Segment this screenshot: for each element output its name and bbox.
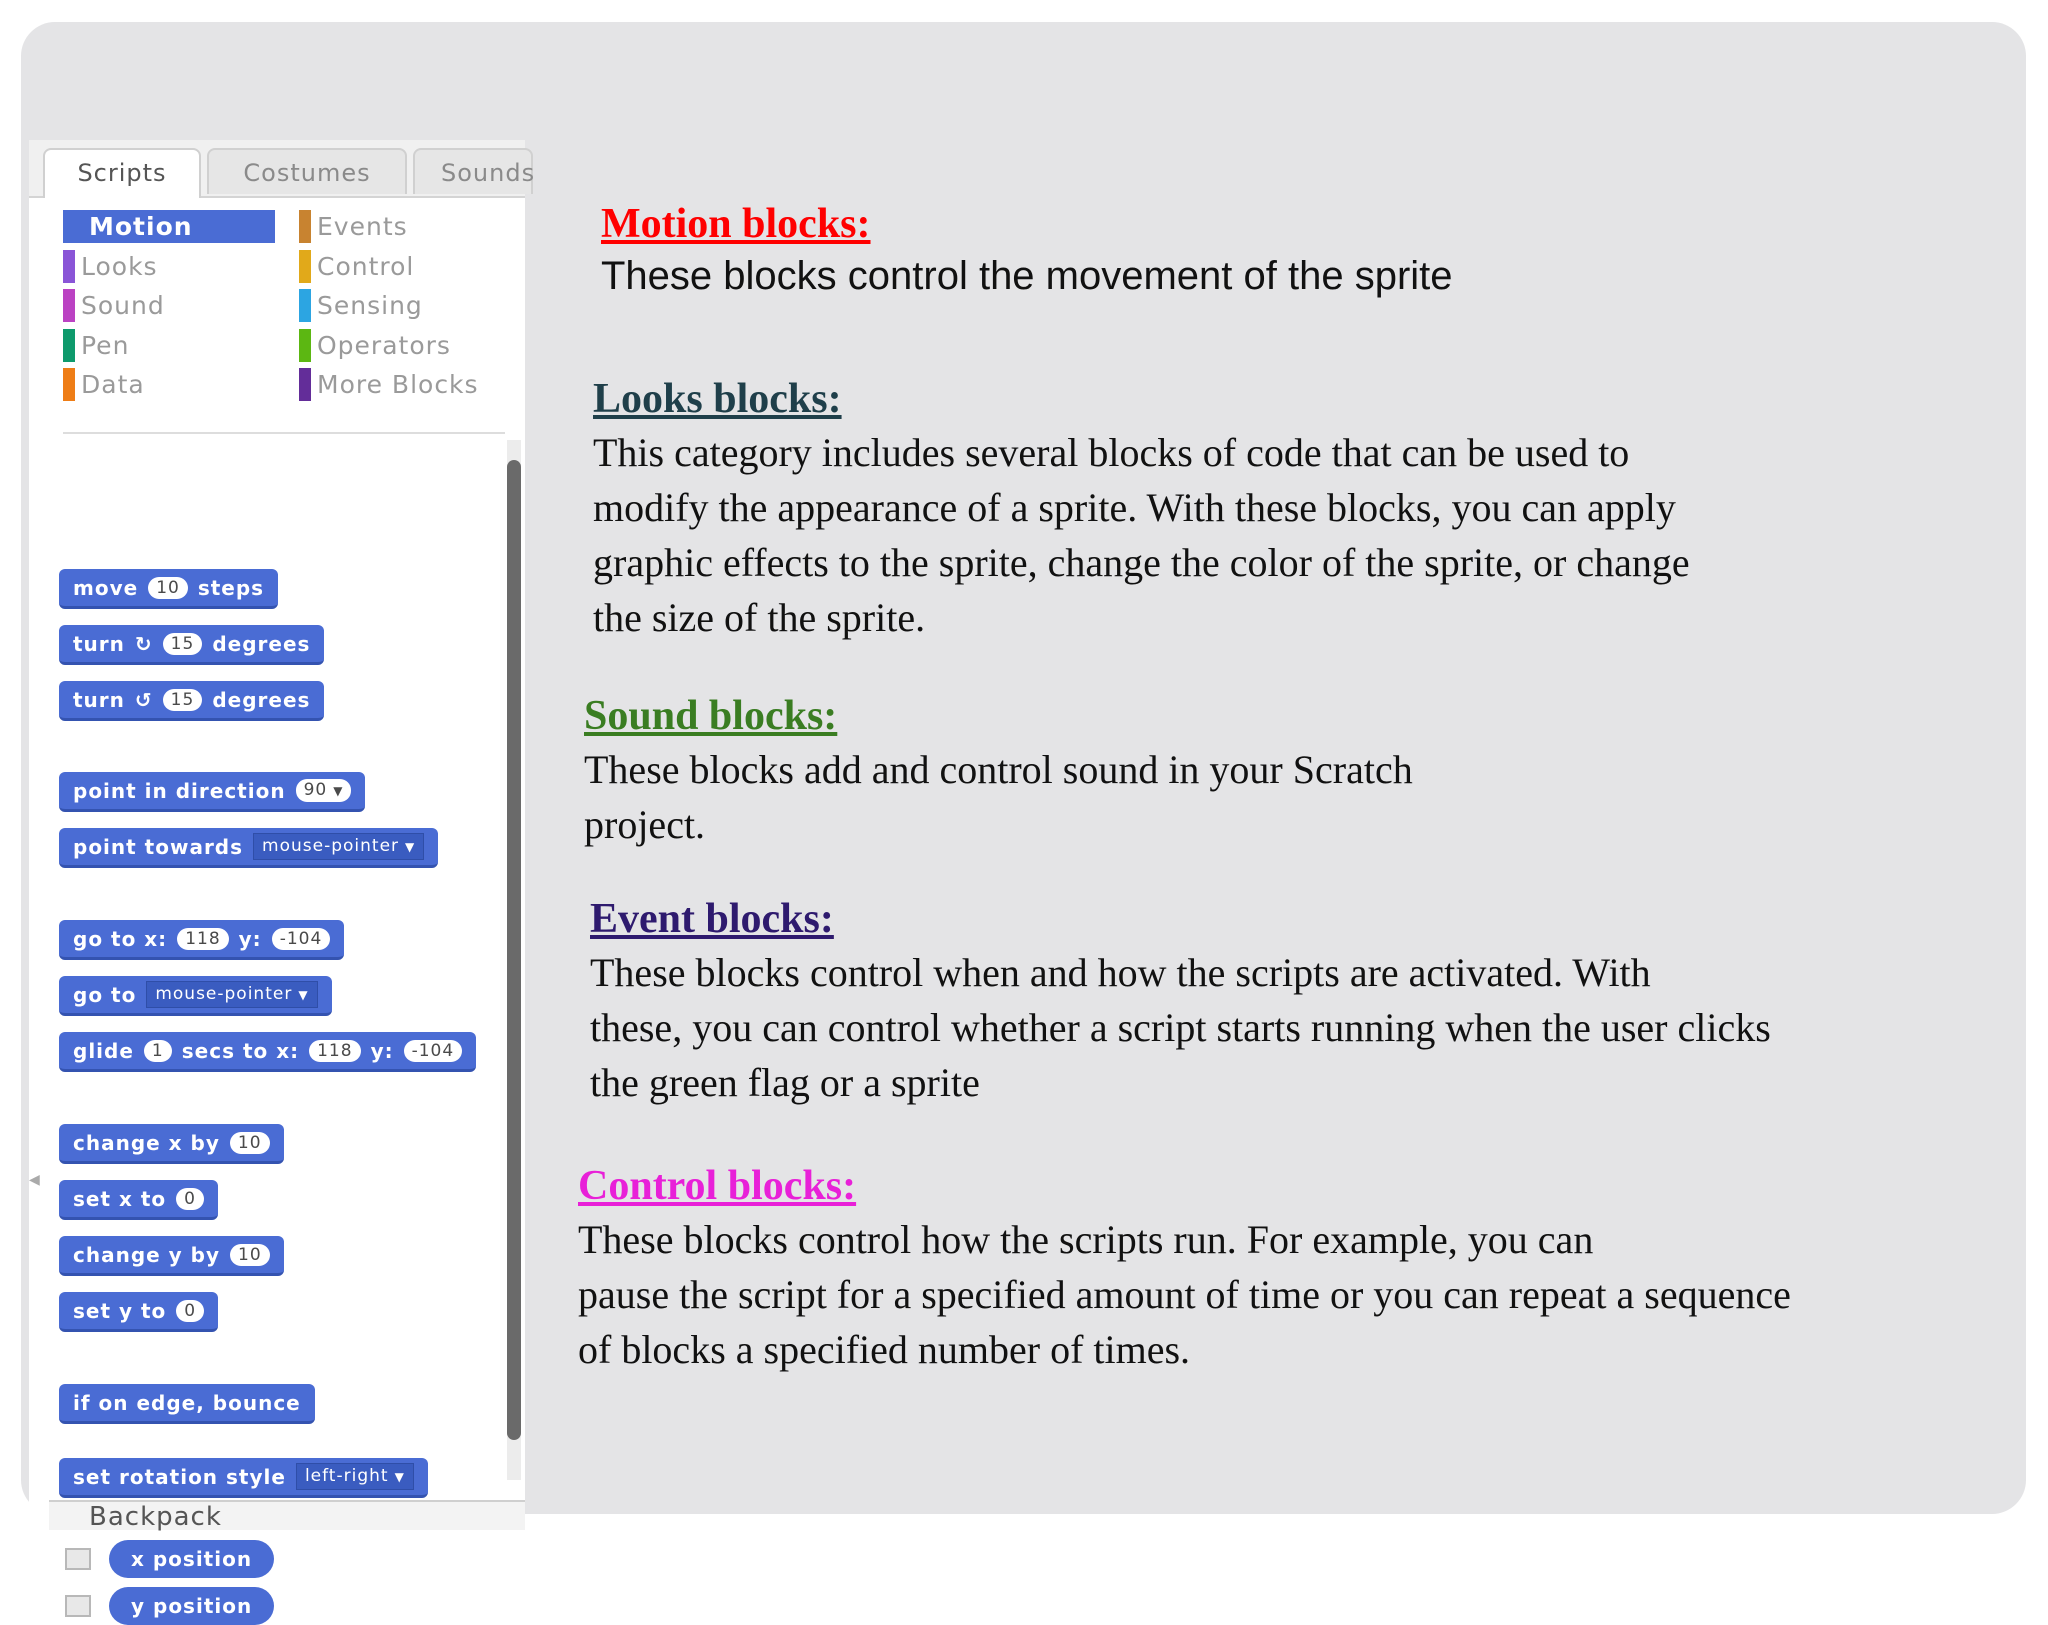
- block-glide[interactable]: [59, 1032, 476, 1072]
- reporter-checkbox[interactable]: [65, 1548, 91, 1570]
- block-text: set x to: [73, 1186, 167, 1211]
- body-looks-line-3: graphic effects to the sprite, change the color of the sprite, or change: [593, 540, 1690, 585]
- block-input[interactable]: -104: [272, 928, 331, 950]
- block-input[interactable]: -104: [404, 1040, 463, 1062]
- dropdown-caret-icon: ▼: [298, 988, 309, 1002]
- block-input[interactable]: 0: [176, 1188, 204, 1210]
- reporter-checkbox[interactable]: [65, 1595, 91, 1617]
- block-text: glide: [73, 1038, 134, 1063]
- block-change-x[interactable]: [59, 1124, 284, 1164]
- block-text: if on edge, bounce: [73, 1390, 301, 1415]
- block-text: set rotation style: [73, 1464, 286, 1489]
- body-looks-line-2: modify the appearance of a sprite. With these blocks, you can apply: [593, 485, 1676, 530]
- section-sound: [584, 690, 1413, 852]
- section-event: [590, 893, 1771, 1110]
- category-more-blocks[interactable]: More Blocks: [299, 368, 509, 401]
- block-point-towards[interactable]: [59, 828, 438, 868]
- category-sound[interactable]: Sound: [63, 289, 243, 322]
- body-motion-line-1: These blocks control the movement of the sprite: [601, 254, 1453, 298]
- body-event-line-3: the green flag or a sprite: [590, 1060, 980, 1105]
- reporter-y-position[interactable]: y position: [109, 1587, 274, 1625]
- block-dropdown[interactable]: [253, 833, 424, 860]
- block-text: secs to x:: [181, 1038, 300, 1063]
- section-motion: [601, 198, 1453, 302]
- body-looks-line-1: This category includes several blocks of code that can be used to: [593, 430, 1630, 475]
- block-text: degrees: [212, 687, 311, 712]
- body-control-line-1: These blocks control how the scripts run. For example, you can: [578, 1217, 1594, 1262]
- category-pen[interactable]: Pen: [63, 329, 243, 362]
- block-input[interactable]: 10: [148, 577, 188, 599]
- block-text: change x by: [73, 1130, 220, 1155]
- category-divider: [63, 432, 505, 434]
- block-turn-left[interactable]: [59, 681, 324, 721]
- block-input[interactable]: 10: [230, 1244, 270, 1266]
- heading-motion: Motion blocks:: [601, 201, 871, 247]
- heading-sound: Sound blocks:: [584, 693, 838, 739]
- dropdown-caret-icon: ▼: [405, 840, 416, 854]
- block-input[interactable]: [296, 779, 352, 802]
- block-input[interactable]: 15: [163, 689, 203, 711]
- block-text: point towards: [73, 834, 244, 859]
- tab-bar: [29, 140, 536, 198]
- body-event-line-2: these, you can control whether a script starts running when the user clicks: [590, 1005, 1771, 1050]
- block-change-y[interactable]: [59, 1236, 284, 1276]
- block-go-to[interactable]: [59, 976, 332, 1016]
- block-set-y[interactable]: [59, 1292, 218, 1332]
- tab-sounds[interactable]: Sounds: [413, 148, 533, 194]
- block-text: degrees: [212, 631, 311, 656]
- block-input[interactable]: 10: [230, 1132, 270, 1154]
- tab-scripts[interactable]: Scripts: [43, 148, 201, 198]
- heading-looks: Looks blocks:: [593, 376, 842, 422]
- dropdown-value: mouse-pointer: [262, 836, 400, 856]
- block-text: turn: [73, 631, 125, 656]
- block-input[interactable]: 0: [176, 1300, 204, 1322]
- category-data[interactable]: Data: [63, 368, 243, 401]
- block-text: move: [73, 575, 139, 600]
- dropdown-caret-icon: ▼: [394, 1470, 405, 1484]
- block-set-rotation-style[interactable]: [59, 1458, 428, 1498]
- palette-scrollbar[interactable]: [507, 460, 521, 1440]
- body-control-line-3: of blocks a specified number of times.: [578, 1327, 1191, 1372]
- block-text: y:: [238, 926, 262, 951]
- body-sound-line-1: These blocks add and control sound in your Scratch: [584, 747, 1413, 792]
- block-text: set y to: [73, 1298, 167, 1323]
- category-list: [29, 198, 525, 458]
- backpack-bar[interactable]: Backpack: [49, 1500, 525, 1530]
- category-sensing[interactable]: Sensing: [299, 289, 499, 322]
- block-text: point in direction: [73, 778, 286, 803]
- block-go-to-xy[interactable]: [59, 920, 344, 960]
- category-events[interactable]: Events: [299, 210, 499, 243]
- block-turn-right[interactable]: [59, 625, 324, 665]
- reporter-x-position[interactable]: x position: [109, 1540, 274, 1578]
- body-control-line-2: pause the script for a specified amount of time or you can repeat a sequence: [578, 1272, 1791, 1317]
- collapse-arrow-icon[interactable]: ◀: [29, 1172, 40, 1188]
- dropdown-caret-icon: ▼: [333, 784, 344, 798]
- block-move-steps[interactable]: [59, 569, 278, 609]
- block-input[interactable]: 15: [163, 633, 203, 655]
- block-dropdown[interactable]: [296, 1463, 414, 1490]
- input-value: 90: [303, 780, 328, 800]
- block-input[interactable]: 118: [177, 928, 228, 950]
- block-set-x[interactable]: [59, 1180, 218, 1220]
- body-looks-line-4: the size of the sprite.: [593, 595, 926, 640]
- body-event-line-1: These blocks control when and how the scripts are activated. With: [590, 950, 1651, 995]
- slide-background: [21, 22, 2026, 1618]
- block-text: go to: [73, 982, 137, 1007]
- body-sound-line-2: project.: [584, 802, 706, 847]
- rotate-clockwise-icon: ↻: [134, 631, 153, 656]
- block-text: go to x:: [73, 926, 168, 951]
- dropdown-value: mouse-pointer: [155, 984, 293, 1004]
- section-looks: [593, 373, 1690, 645]
- block-input[interactable]: 118: [309, 1040, 360, 1062]
- section-control: [578, 1160, 1791, 1377]
- dropdown-value: left-right: [304, 1466, 389, 1486]
- category-motion[interactable]: Motion: [63, 210, 275, 243]
- category-operators[interactable]: Operators: [299, 329, 499, 362]
- block-text: y:: [370, 1038, 394, 1063]
- block-input[interactable]: 1: [144, 1040, 172, 1062]
- block-if-on-edge-bounce[interactable]: [59, 1384, 315, 1424]
- tab-costumes[interactable]: Costumes: [207, 148, 407, 194]
- category-looks[interactable]: Looks: [63, 250, 243, 283]
- block-text: change y by: [73, 1242, 221, 1267]
- heading-event: Event blocks:: [590, 896, 834, 942]
- rotate-counterclockwise-icon: ↺: [134, 687, 153, 712]
- block-text: steps: [197, 575, 265, 600]
- category-control[interactable]: Control: [299, 250, 499, 283]
- heading-control: Control blocks:: [578, 1163, 857, 1209]
- block-text: turn: [73, 687, 125, 712]
- scratch-panel: [29, 140, 536, 1618]
- block-dropdown[interactable]: [146, 981, 317, 1008]
- block-point-in-direction[interactable]: [59, 772, 365, 812]
